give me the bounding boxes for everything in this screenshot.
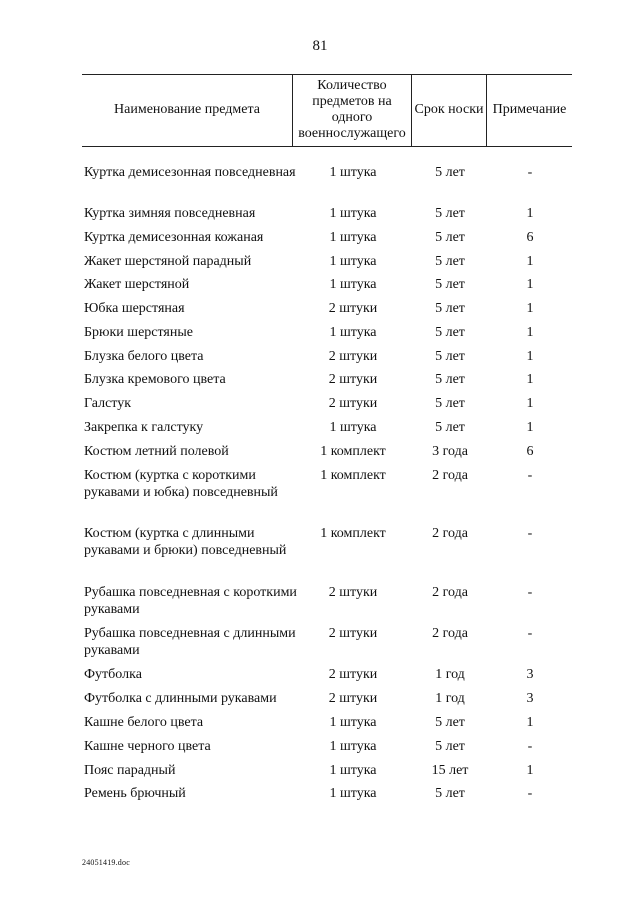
- item-quantity: 2 штуки: [328, 349, 378, 364]
- item-quantity: 2 штуки: [328, 691, 378, 706]
- item-note: -: [527, 786, 533, 801]
- item-term: 5 лет: [435, 420, 465, 435]
- item-name: Кашне черного цвета: [84, 739, 211, 754]
- item-term: 5 лет: [435, 786, 465, 801]
- item-quantity: 2 штуки: [328, 667, 378, 682]
- item-term: 5 лет: [435, 230, 465, 245]
- item-term: 3 года: [432, 444, 468, 459]
- item-quantity: 1 штука: [329, 739, 377, 754]
- item-term: 1 год: [435, 691, 465, 706]
- item-quantity: 2 штуки: [328, 626, 378, 641]
- item-name: Рубашка повседневная с короткими рукавами: [84, 585, 297, 617]
- header-term: Срок носки: [414, 102, 484, 117]
- item-name: Футболка с длинными рукавами: [84, 691, 277, 706]
- item-quantity: 1 штука: [329, 763, 377, 778]
- item-term: 5 лет: [435, 165, 465, 180]
- item-note: -: [527, 165, 533, 180]
- item-term: 2 года: [432, 626, 468, 641]
- item-name: Закрепка к галстуку: [84, 420, 204, 435]
- item-term: 5 лет: [435, 206, 465, 221]
- item-quantity: 1 штука: [329, 420, 377, 435]
- item-term: 5 лет: [435, 325, 465, 340]
- item-quantity: 1 штука: [329, 254, 377, 269]
- document-filename: 24051419.doc: [82, 858, 130, 867]
- item-name: Футболка: [84, 667, 142, 682]
- item-quantity: 1 штука: [329, 230, 377, 245]
- item-name: Рубашка повседневная с длинными рукавами: [84, 626, 296, 658]
- item-note: 1: [526, 254, 534, 269]
- item-note: -: [527, 585, 533, 600]
- item-name: Куртка зимняя повседневная: [84, 206, 256, 221]
- item-name: Куртка демисезонная кожаная: [84, 230, 264, 245]
- header-name: Наименование предмета: [114, 102, 260, 117]
- item-quantity: 2 штуки: [328, 585, 378, 600]
- item-quantity: 2 штуки: [328, 301, 378, 316]
- item-note: 1: [526, 349, 534, 364]
- item-term: 2 года: [432, 585, 468, 600]
- item-name: Ремень брючный: [84, 786, 186, 801]
- item-name: Брюки шерстяные: [84, 325, 193, 340]
- item-note: 1: [526, 206, 534, 221]
- item-name: Костюм (куртка с длинными рукавами и брюки) повседневный: [84, 526, 287, 558]
- item-term: 5 лет: [435, 715, 465, 730]
- item-name: Галстук: [84, 396, 132, 411]
- item-term: 5 лет: [435, 277, 465, 292]
- item-note: 1: [526, 715, 534, 730]
- item-name: Блузка кремового цвета: [84, 372, 226, 387]
- item-name: Куртка демисезонная повседневная: [84, 165, 296, 180]
- item-term: 5 лет: [435, 349, 465, 364]
- item-name: Блузка белого цвета: [84, 349, 204, 364]
- item-quantity: 1 штука: [329, 165, 377, 180]
- item-quantity: 1 штука: [329, 325, 377, 340]
- item-term: 5 лет: [435, 301, 465, 316]
- item-note: 1: [526, 420, 534, 435]
- item-note: -: [527, 468, 533, 483]
- item-quantity: 2 штуки: [328, 372, 378, 387]
- item-note: 1: [526, 277, 534, 292]
- item-term: 2 года: [432, 526, 468, 541]
- item-name: Жакет шерстяной: [84, 277, 190, 292]
- item-quantity: 1 комплект: [320, 468, 386, 483]
- item-name: Пояс парадный: [84, 763, 176, 778]
- item-note: 6: [526, 444, 534, 459]
- item-note: 6: [526, 230, 534, 245]
- item-term: 5 лет: [435, 396, 465, 411]
- item-quantity: 1 штука: [329, 206, 377, 221]
- item-term: 5 лет: [435, 739, 465, 754]
- header-note: Примечание: [492, 102, 567, 117]
- item-term: 5 лет: [435, 254, 465, 269]
- item-quantity: 1 штука: [329, 277, 377, 292]
- item-term: 1 год: [435, 667, 465, 682]
- item-name: Жакет шерстяной парадный: [84, 254, 252, 269]
- item-name: Костюм (куртка с короткими рукавами и юбка) повседневный: [84, 468, 278, 500]
- item-name: Юбка шерстяная: [84, 301, 185, 316]
- item-quantity: 1 штука: [329, 786, 377, 801]
- item-quantity: 1 комплект: [320, 444, 386, 459]
- item-note: 1: [526, 301, 534, 316]
- item-note: -: [527, 626, 533, 641]
- item-note: 3: [526, 691, 534, 706]
- item-note: 1: [526, 396, 534, 411]
- item-note: -: [527, 739, 533, 754]
- item-term: 5 лет: [435, 372, 465, 387]
- item-quantity: 1 штука: [329, 715, 377, 730]
- item-name: Кашне белого цвета: [84, 715, 204, 730]
- item-term: 15 лет: [431, 763, 469, 778]
- item-note: 1: [526, 325, 534, 340]
- item-quantity: 2 штуки: [328, 396, 378, 411]
- item-note: 1: [526, 763, 534, 778]
- item-note: -: [527, 526, 533, 541]
- item-note: 3: [526, 667, 534, 682]
- header-quantity: Количество предметов на одного военнослужащего: [298, 78, 406, 141]
- item-note: 1: [526, 372, 534, 387]
- item-term: 2 года: [432, 468, 468, 483]
- item-quantity: 1 комплект: [320, 526, 386, 541]
- item-name: Костюм летний полевой: [84, 444, 229, 459]
- page-number: 81: [312, 38, 328, 54]
